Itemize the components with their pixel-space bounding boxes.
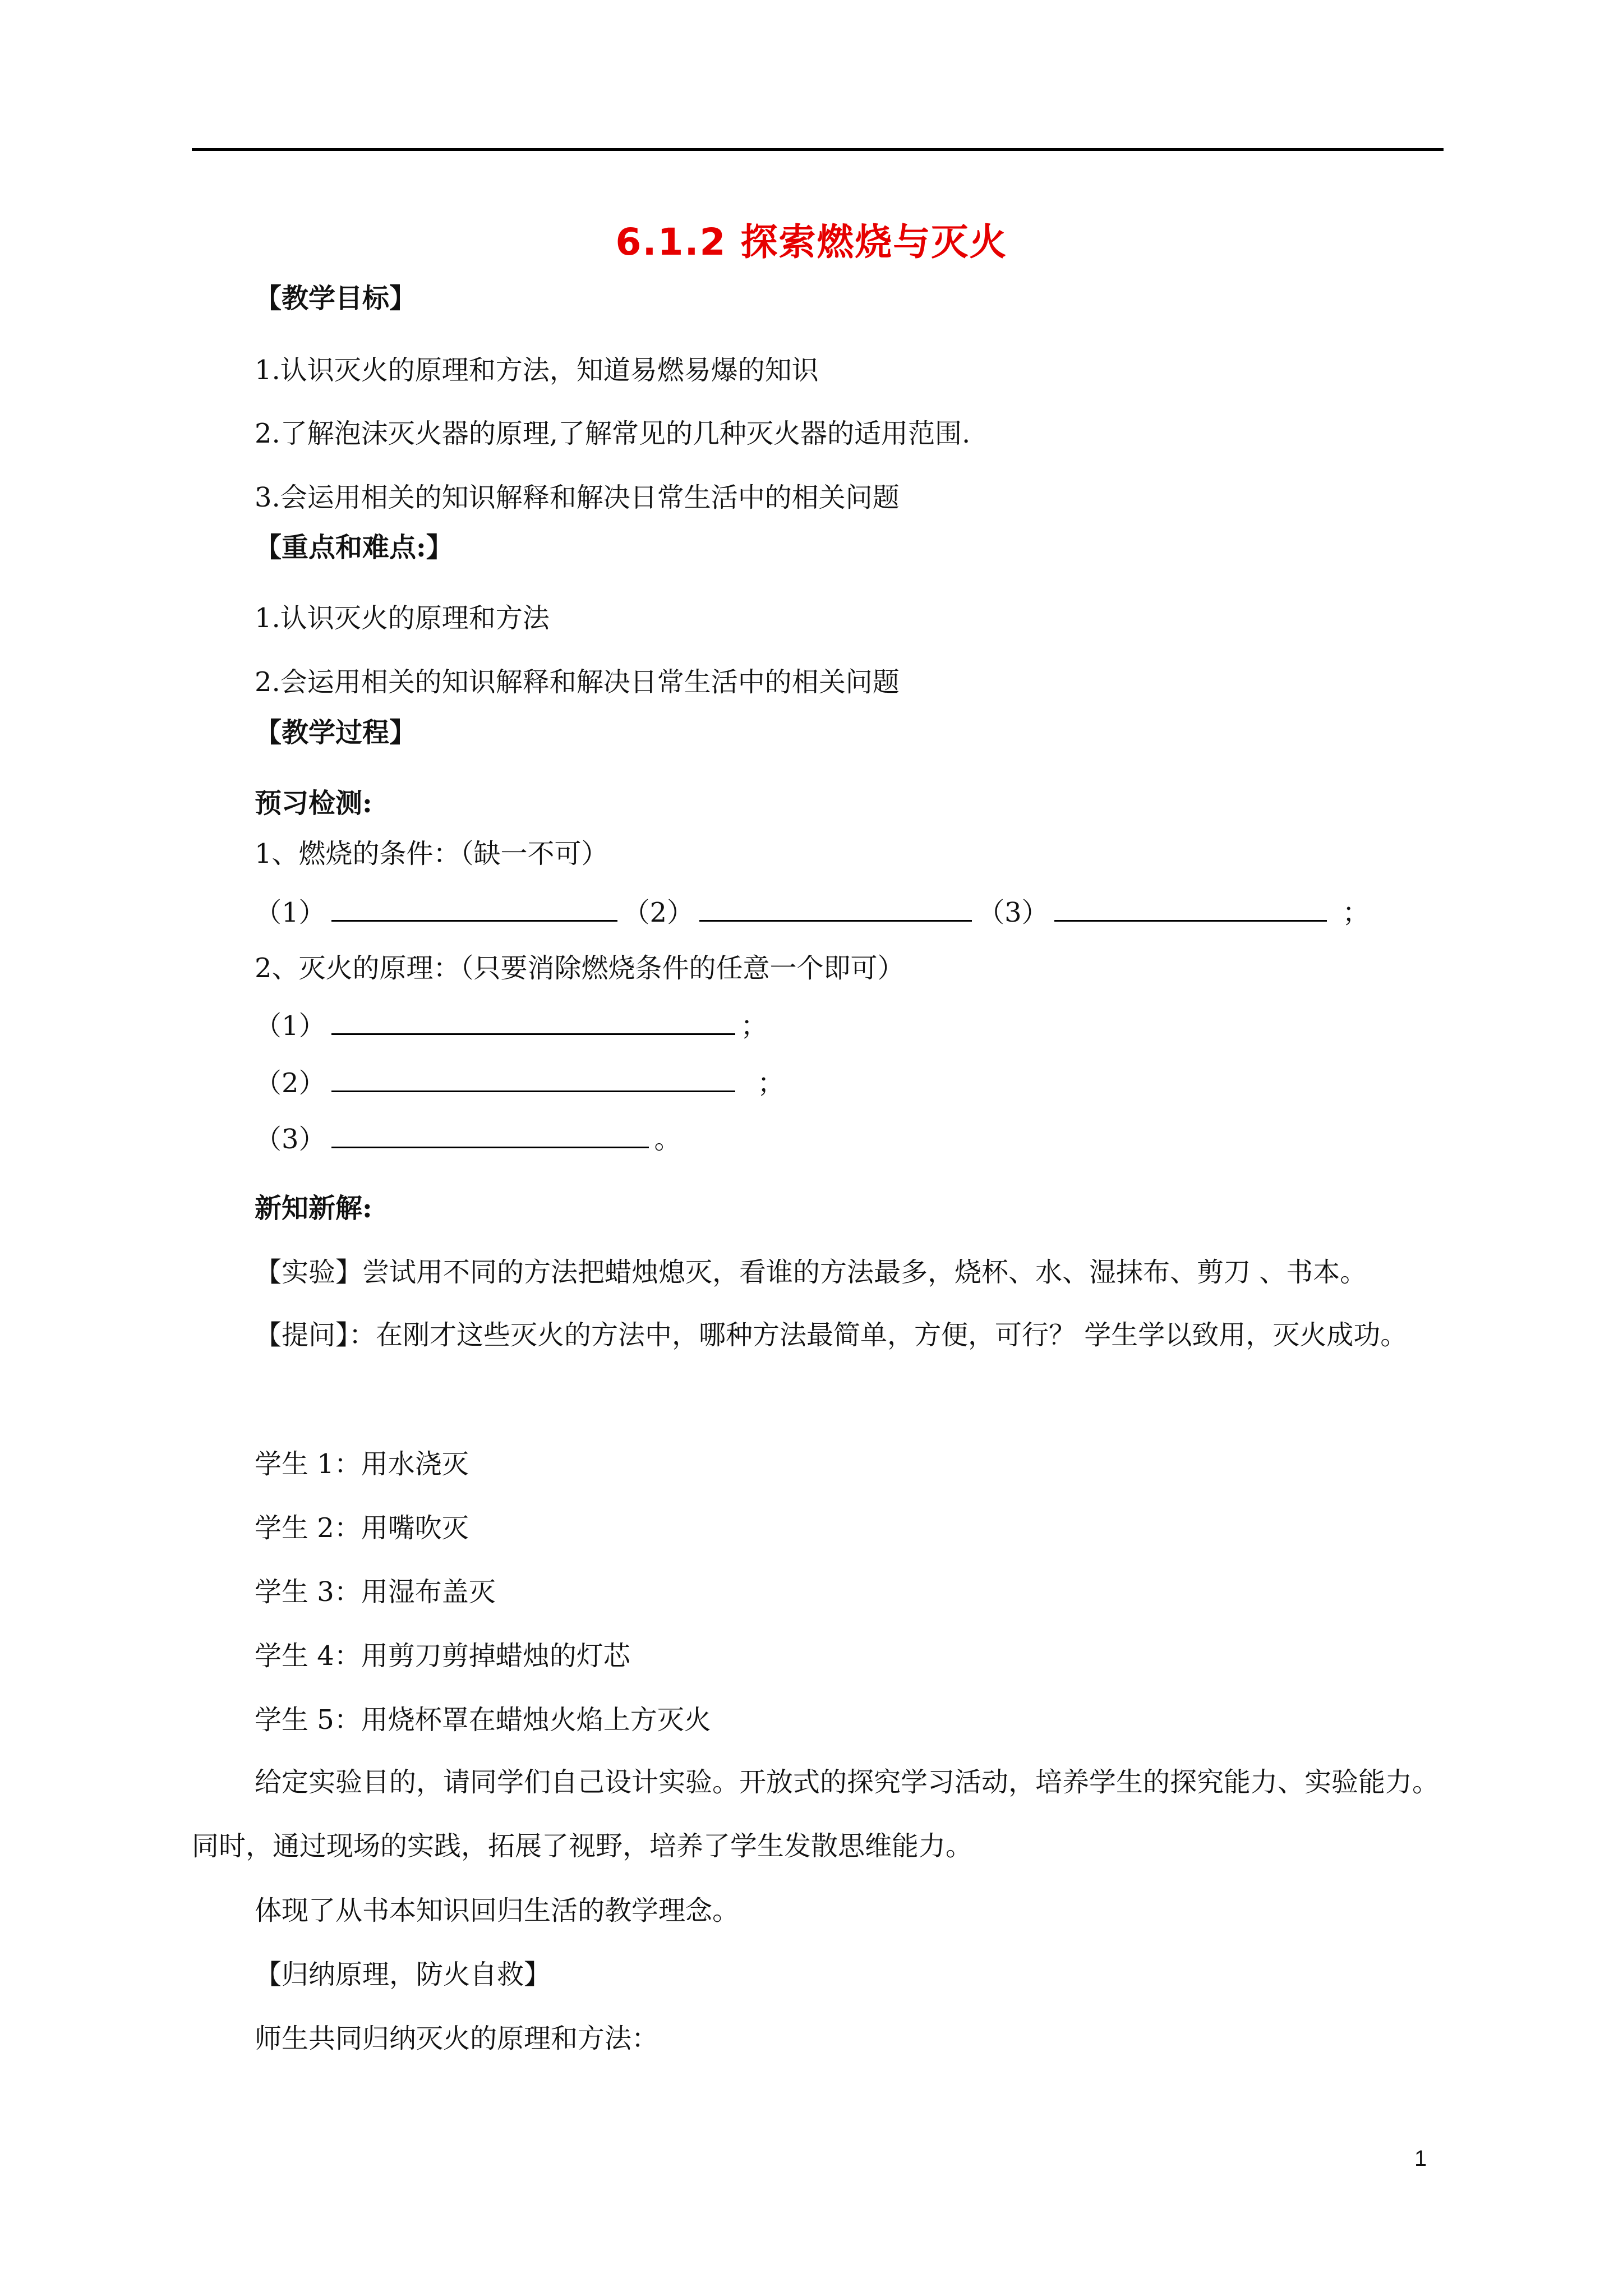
blank-end-mark: ； [1342, 897, 1370, 928]
question-2-blank-2 [255, 1065, 785, 1100]
preview-heading: 预习检测: [255, 788, 372, 819]
blank-label: （2） [623, 897, 694, 928]
answer-blank [1054, 894, 1327, 922]
student-answer: 学生 5：用烧杯罩在蜡烛火焰上方灭火 [255, 1704, 711, 1736]
goal-item: 1.认识灭火的原理和方法，知道易燃易爆的知识 [255, 355, 819, 386]
question-2-blank-3 [255, 1121, 681, 1156]
goal-item: 3.会运用相关的知识解释和解决日常生活中的相关问题 [255, 482, 900, 513]
question-1-blanks [255, 894, 1370, 930]
blank-label: （3） [255, 1124, 326, 1155]
student-answer: 学生 3：用湿布盖灭 [255, 1576, 496, 1608]
blank-label: （1） [255, 897, 326, 928]
question-1: 1、燃烧的条件：（缺一不可） [255, 838, 608, 869]
design-paragraph: 给定实验目的，请同学们自己设计实验。开放式的探究学习活动，培养学生的探究能力、实验能力。同时，通过现场的实践，拓展了视野，培养了学生发散思维能力。 [192, 1766, 1440, 1862]
answer-blank [331, 1065, 735, 1092]
student-answer: 学生 4：用剪刀剪掉蜡烛的灯芯 [255, 1640, 630, 1672]
goals-heading: 【教学目标】 [255, 283, 417, 314]
header-rule [192, 148, 1444, 151]
question-2: 2、灭火的原理：（只要消除燃烧条件的任意一个即可） [255, 953, 905, 984]
new-knowledge-heading: 新知新解: [255, 1193, 372, 1224]
concept-text: 体现了从书本知识回归生活的教学理念。 [255, 1895, 740, 1926]
blank-end-mark: ； [757, 1068, 785, 1099]
answer-blank [331, 1007, 735, 1035]
answer-blank [331, 894, 617, 922]
student-answer: 学生 2：用嘴吹灭 [255, 1512, 469, 1544]
document-title: 6.1.2 探索燃烧与灭火 [615, 220, 1008, 264]
blank-end-mark: 。 [654, 1124, 681, 1155]
key-points-heading: 【重点和难点:】 [255, 532, 453, 563]
goal-item: 2.了解泡沫灭火器的原理,了解常见的几种灭火器的适用范围. [255, 418, 971, 449]
blank-label: （3） [978, 897, 1049, 928]
key-point-item: 2.会运用相关的知识解释和解决日常生活中的相关问题 [255, 666, 900, 698]
answer-blank [331, 1121, 649, 1148]
student-answer: 学生 1：用水浇灭 [255, 1448, 469, 1480]
question-text: 【提问】：在刚才这些灭火的方法中，哪种方法最简单，方便，可行？ 学生学以致用，灭火成功。 [255, 1319, 1408, 1351]
summary-text: 师生共同归纳灭火的原理和方法： [255, 2023, 659, 2054]
blank-label: （1） [255, 1010, 326, 1042]
blank-label: （2） [255, 1068, 326, 1099]
key-point-item: 1.认识灭火的原理和方法 [255, 602, 550, 634]
answer-blank [699, 894, 972, 922]
blank-end-mark: ； [740, 1010, 768, 1042]
experiment-text: 【实验】尝试用不同的方法把蜡烛熄灭，看谁的方法最多，烧杯、水、湿抹布、剪刀 、书本。 [255, 1257, 1367, 1288]
process-heading: 【教学过程】 [255, 717, 417, 748]
page-number: 1 [1414, 2146, 1427, 2171]
question-2-blank-1 [255, 1007, 768, 1043]
summary-heading: 【归纳原理，防火自救】 [255, 1959, 551, 1990]
